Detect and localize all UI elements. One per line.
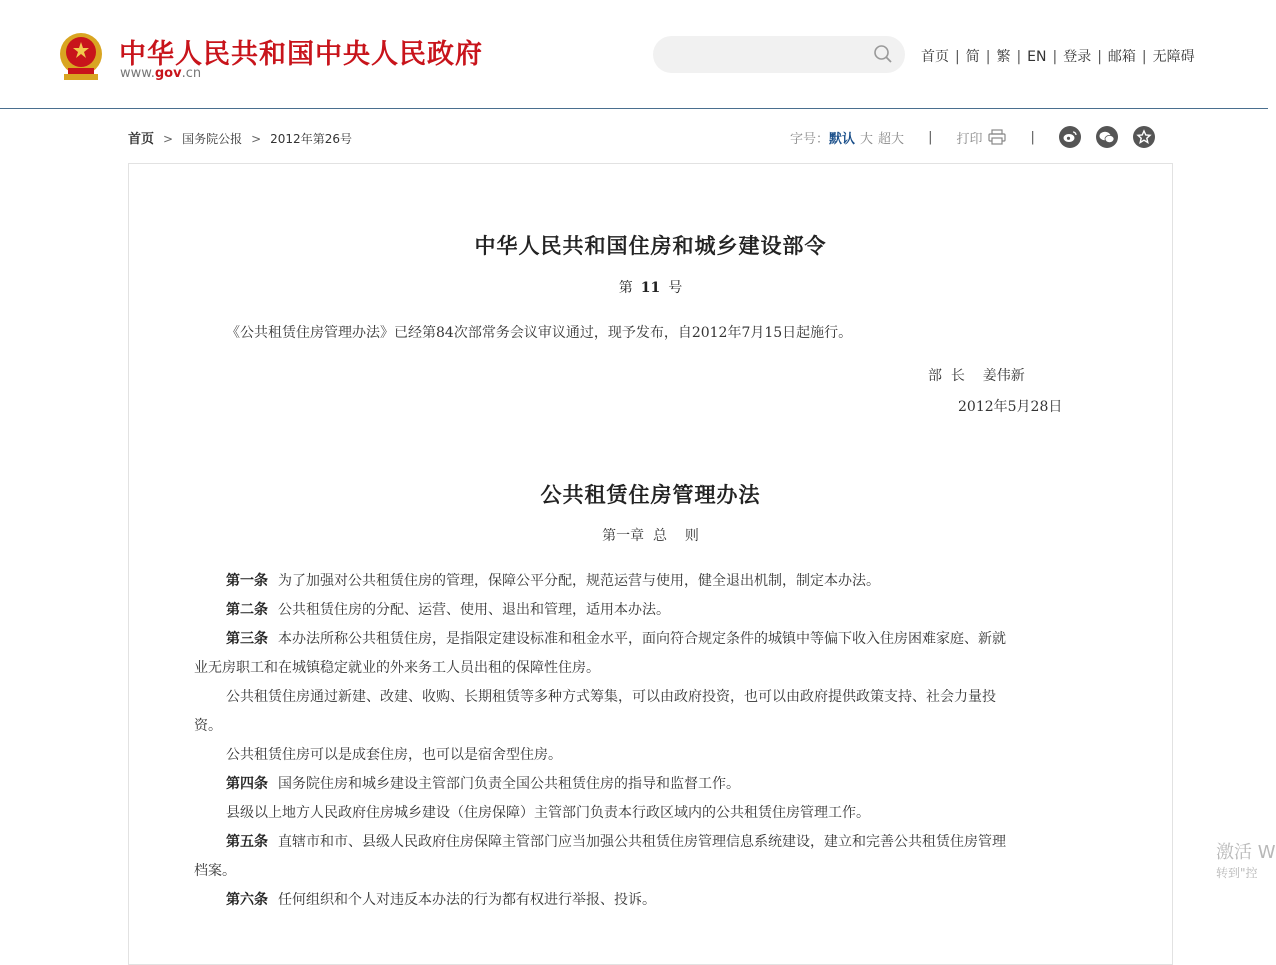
breadcrumb — [128, 128, 352, 147]
nav-login[interactable]: 登录 — [1063, 49, 1092, 65]
font-size-default[interactable]: 默认 — [829, 131, 856, 147]
nav-english[interactable]: EN — [1027, 49, 1047, 65]
favorite-star-icon[interactable] — [1133, 126, 1155, 148]
activation-watermark-hint: 转到"控 — [1216, 866, 1258, 880]
nav-accessibility[interactable]: 无障碍 — [1152, 49, 1195, 65]
chevron-right-icon: > — [163, 132, 174, 146]
article-paragraph: 第一条 为了加强对公共租赁住房的管理，保障公平分配，规范运营与使用，健全退出机制，制定本办法。 — [226, 573, 880, 589]
article-paragraph: 档案。 — [194, 863, 236, 879]
weibo-share-icon[interactable] — [1059, 126, 1081, 148]
article-paragraph: 第五条 直辖市和市、县级人民政府住房保障主管部门应当加强公共租赁住房管理信息系统建设，建立和完善公共租赁住房管理 — [226, 834, 1006, 850]
font-size-large[interactable]: 大 — [860, 131, 874, 147]
article-paragraph: 业无房职工和在城镇稳定就业的外来务工人员出租的保障性住房。 — [194, 660, 600, 676]
activation-watermark: 激活 W — [1216, 842, 1276, 863]
divider: | — [1030, 129, 1035, 145]
order-title: 中华人民共和国住房和城乡建设部令 — [474, 233, 827, 258]
search-icon[interactable] — [873, 44, 893, 64]
chevron-right-icon: > — [251, 132, 262, 146]
top-nav: 首页 | 简 | 繁 | EN | 登录 | 邮箱 | 无障碍 — [921, 49, 1195, 65]
nav-simplified[interactable]: 简 — [965, 49, 980, 65]
print-button[interactable]: 打印 — [956, 131, 983, 147]
site-url: www.gov.cn — [120, 66, 202, 81]
search-input[interactable] — [653, 36, 905, 73]
measures-title: 公共租赁住房管理办法 — [540, 482, 761, 507]
article-paragraph: 第二条 公共租赁住房的分配、运营、使用、退出和管理，适用本办法。 — [226, 602, 670, 618]
chapter-heading: 第一章 总 则 — [602, 528, 699, 544]
national-emblem-icon[interactable] — [56, 30, 106, 82]
printer-icon[interactable] — [988, 129, 1006, 145]
article-paragraph: 第六条 任何组织和个人对违反本办法的行为都有权进行举报、投诉。 — [226, 892, 656, 908]
article-paragraph: 第三条 本办法所称公共租赁住房，是指限定建设标准和租金水平，面向符合规定条件的城镇中等偏下收入住房困难家庭、新就 — [226, 631, 1006, 647]
site-title[interactable]: 中华人民共和国中央人民政府 — [119, 39, 483, 70]
divider: | — [928, 129, 933, 145]
breadcrumb-issue[interactable]: 2012年第26号 — [270, 132, 352, 146]
font-size-label: 字号： — [790, 131, 830, 147]
article-paragraph: 第四条 国务院住房和城乡建设主管部门负责全国公共租赁住房的指导和监督工作。 — [226, 776, 740, 792]
nav-home[interactable]: 首页 — [921, 49, 949, 65]
article-paragraph: 公共租赁住房通过新建、改建、收购、长期租赁等多种方式筹集，可以由政府投资，也可以由政府提供政策支持、社会力量投 — [226, 689, 996, 705]
order-date: 2012年5月28日 — [958, 399, 1063, 415]
order-number: 第 11 号 — [618, 280, 683, 296]
breadcrumb-home[interactable]: 首页 — [128, 132, 155, 147]
order-body: 《公共租赁住房管理办法》已经第84次部常务会议审议通过，现予发布，自2012年7月15日起施行。 — [226, 325, 853, 341]
article-tools — [790, 126, 1155, 148]
article-paragraph: 资。 — [194, 718, 222, 734]
site-header — [0, 0, 1268, 109]
nav-traditional[interactable]: 繁 — [996, 49, 1011, 65]
order-signer: 部 长 姜伟新 — [928, 368, 1025, 384]
breadcrumb-gazette[interactable]: 国务院公报 — [182, 132, 243, 146]
nav-mailbox[interactable]: 邮箱 — [1107, 49, 1136, 65]
font-size-xlarge[interactable]: 超大 — [878, 131, 905, 147]
article-paragraph: 公共租赁住房可以是成套住房，也可以是宿舍型住房。 — [226, 747, 562, 763]
wechat-share-icon[interactable] — [1096, 126, 1118, 148]
article-paragraph: 县级以上地方人民政府住房城乡建设（住房保障）主管部门负责本行政区域内的公共租赁住房管理工作。 — [226, 805, 870, 821]
